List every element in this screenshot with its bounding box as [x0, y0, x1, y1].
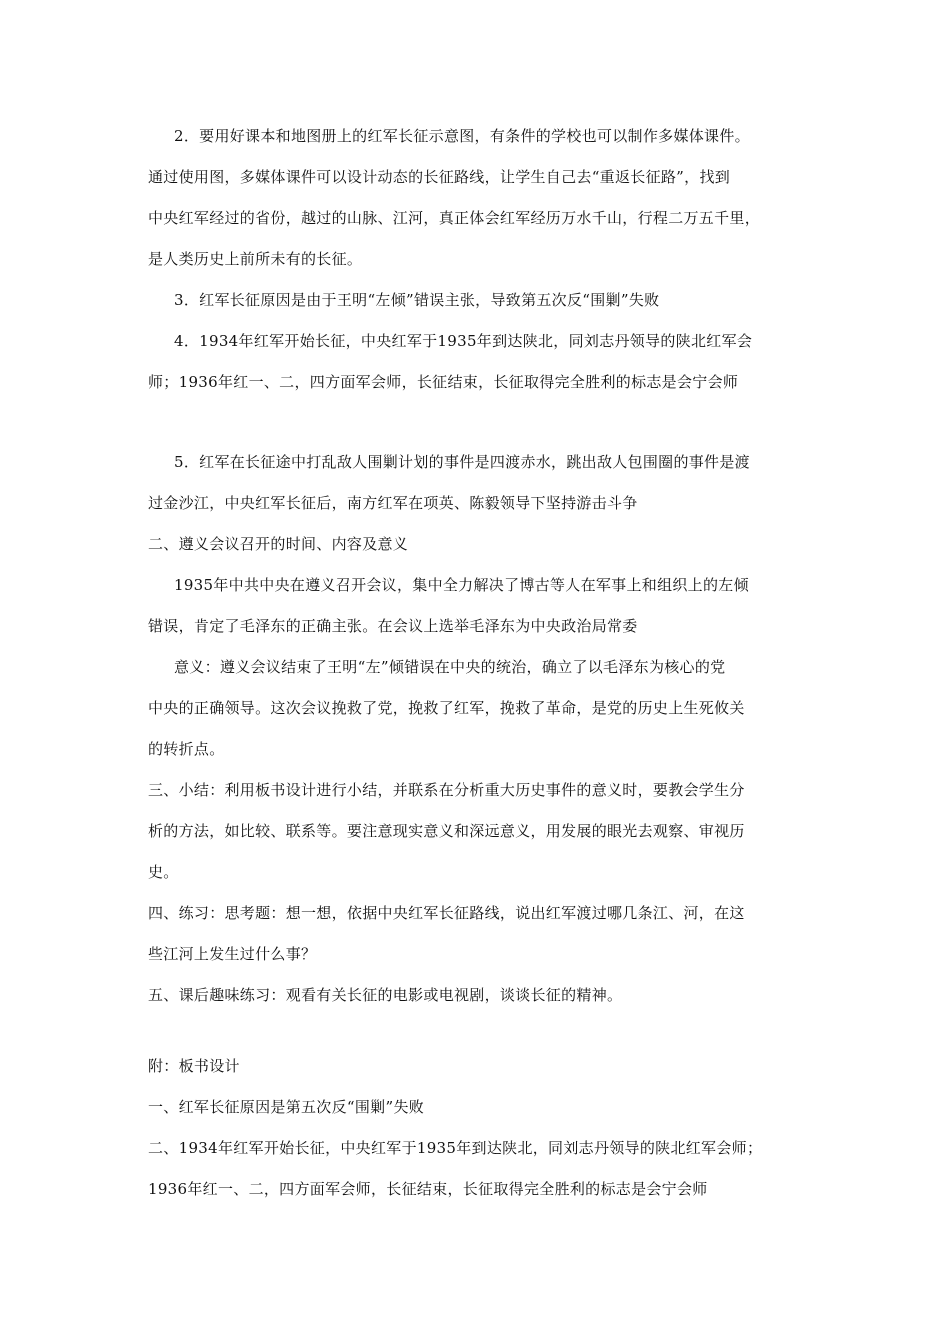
paragraph-2-line-1: 2．要用好课本和地图册上的红军长征示意图，有条件的学校也可以制作多媒体课件。 — [174, 127, 750, 145]
paragraph-5-line-2: 过金沙江，中央红军长征后，南方红军在项英、陈毅领导下坚持游击斗争 — [148, 494, 638, 512]
summary-line-2: 析的方法，如比较、联系等。要注意现实意义和深远意义，用发展的眼光去观察、审视历 — [148, 822, 745, 840]
paragraph-2-line-3: 中央红军经过的省份，越过的山脉、江河，真正体会红军经历万水千山，行程二万五千里， — [148, 209, 761, 227]
zunyi-significance-line-1: 意义：遵义会议结束了王明“左”倾错误在中央的统治，确立了以毛泽东为核心的党 — [174, 658, 726, 676]
summary-line-1: 三、小结：利用板书设计进行小结，并联系在分析重大历史事件的意义时，要教会学生分 — [148, 781, 745, 799]
board-item-2-line-1: 二、1934年红军开始长征，中央红军于1935年到达陕北，同刘志丹领导的陕北红军会师； — [148, 1139, 763, 1157]
section-heading-zunyi: 二、遵义会议召开的时间、内容及意义 — [148, 535, 409, 553]
homework-line: 五、课后趣味练习：观看有关长征的电影或电视剧，谈谈长征的精神。 — [148, 986, 623, 1004]
board-item-1: 一、红军长征原因是第五次反“围剿”失败 — [148, 1098, 425, 1116]
paragraph-5-line-1: 5．红军在长征途中打乱敌人围剿计划的事件是四渡赤水，跳出敌人包围圈的事件是渡 — [174, 453, 750, 471]
zunyi-significance-line-2: 中央的正确领导。这次会议挽救了党，挽救了红军，挽救了革命，是党的历史上生死攸关 — [148, 699, 745, 717]
paragraph-4-line-2: 师；1936年红一、二，四方面军会师，长征结束，长征取得完全胜利的标志是会宁会师 — [148, 373, 739, 391]
paragraph-2-line-2: 通过使用图，多媒体课件可以设计动态的长征路线，让学生自己去“重返长征路”，找到 — [148, 168, 731, 186]
zunyi-content-line-2: 错误，肯定了毛泽东的正确主张。在会议上选举毛泽东为中央政治局常委 — [148, 617, 638, 635]
paragraph-3: 3．红军长征原因是由于王明“左倾”错误主张，导致第五次反“围剿”失败 — [174, 291, 660, 309]
summary-line-3: 史。 — [148, 863, 179, 881]
zunyi-content-line-1: 1935年中共中央在遵义召开会议，集中全力解决了博古等人在军事上和组织上的左倾 — [174, 576, 749, 594]
board-item-2-line-2: 1936年红一、二，四方面军会师，长征结束，长征取得完全胜利的标志是会宁会师 — [148, 1180, 708, 1198]
paragraph-2-line-4: 是人类历史上前所未有的长征。 — [148, 250, 363, 268]
exercise-line-2: 些江河上发生过什么事？ — [148, 945, 317, 963]
exercise-line-1: 四、练习：思考题：想一想，依据中央红军长征路线，说出红军渡过哪几条江、河，在这 — [148, 904, 745, 922]
paragraph-4-line-1: 4．1934年红军开始长征，中央红军于1935年到达陕北，同刘志丹领导的陕北红军会 — [174, 332, 753, 350]
appendix-heading: 附：板书设计 — [148, 1057, 240, 1075]
zunyi-significance-line-3: 的转折点。 — [148, 740, 225, 758]
